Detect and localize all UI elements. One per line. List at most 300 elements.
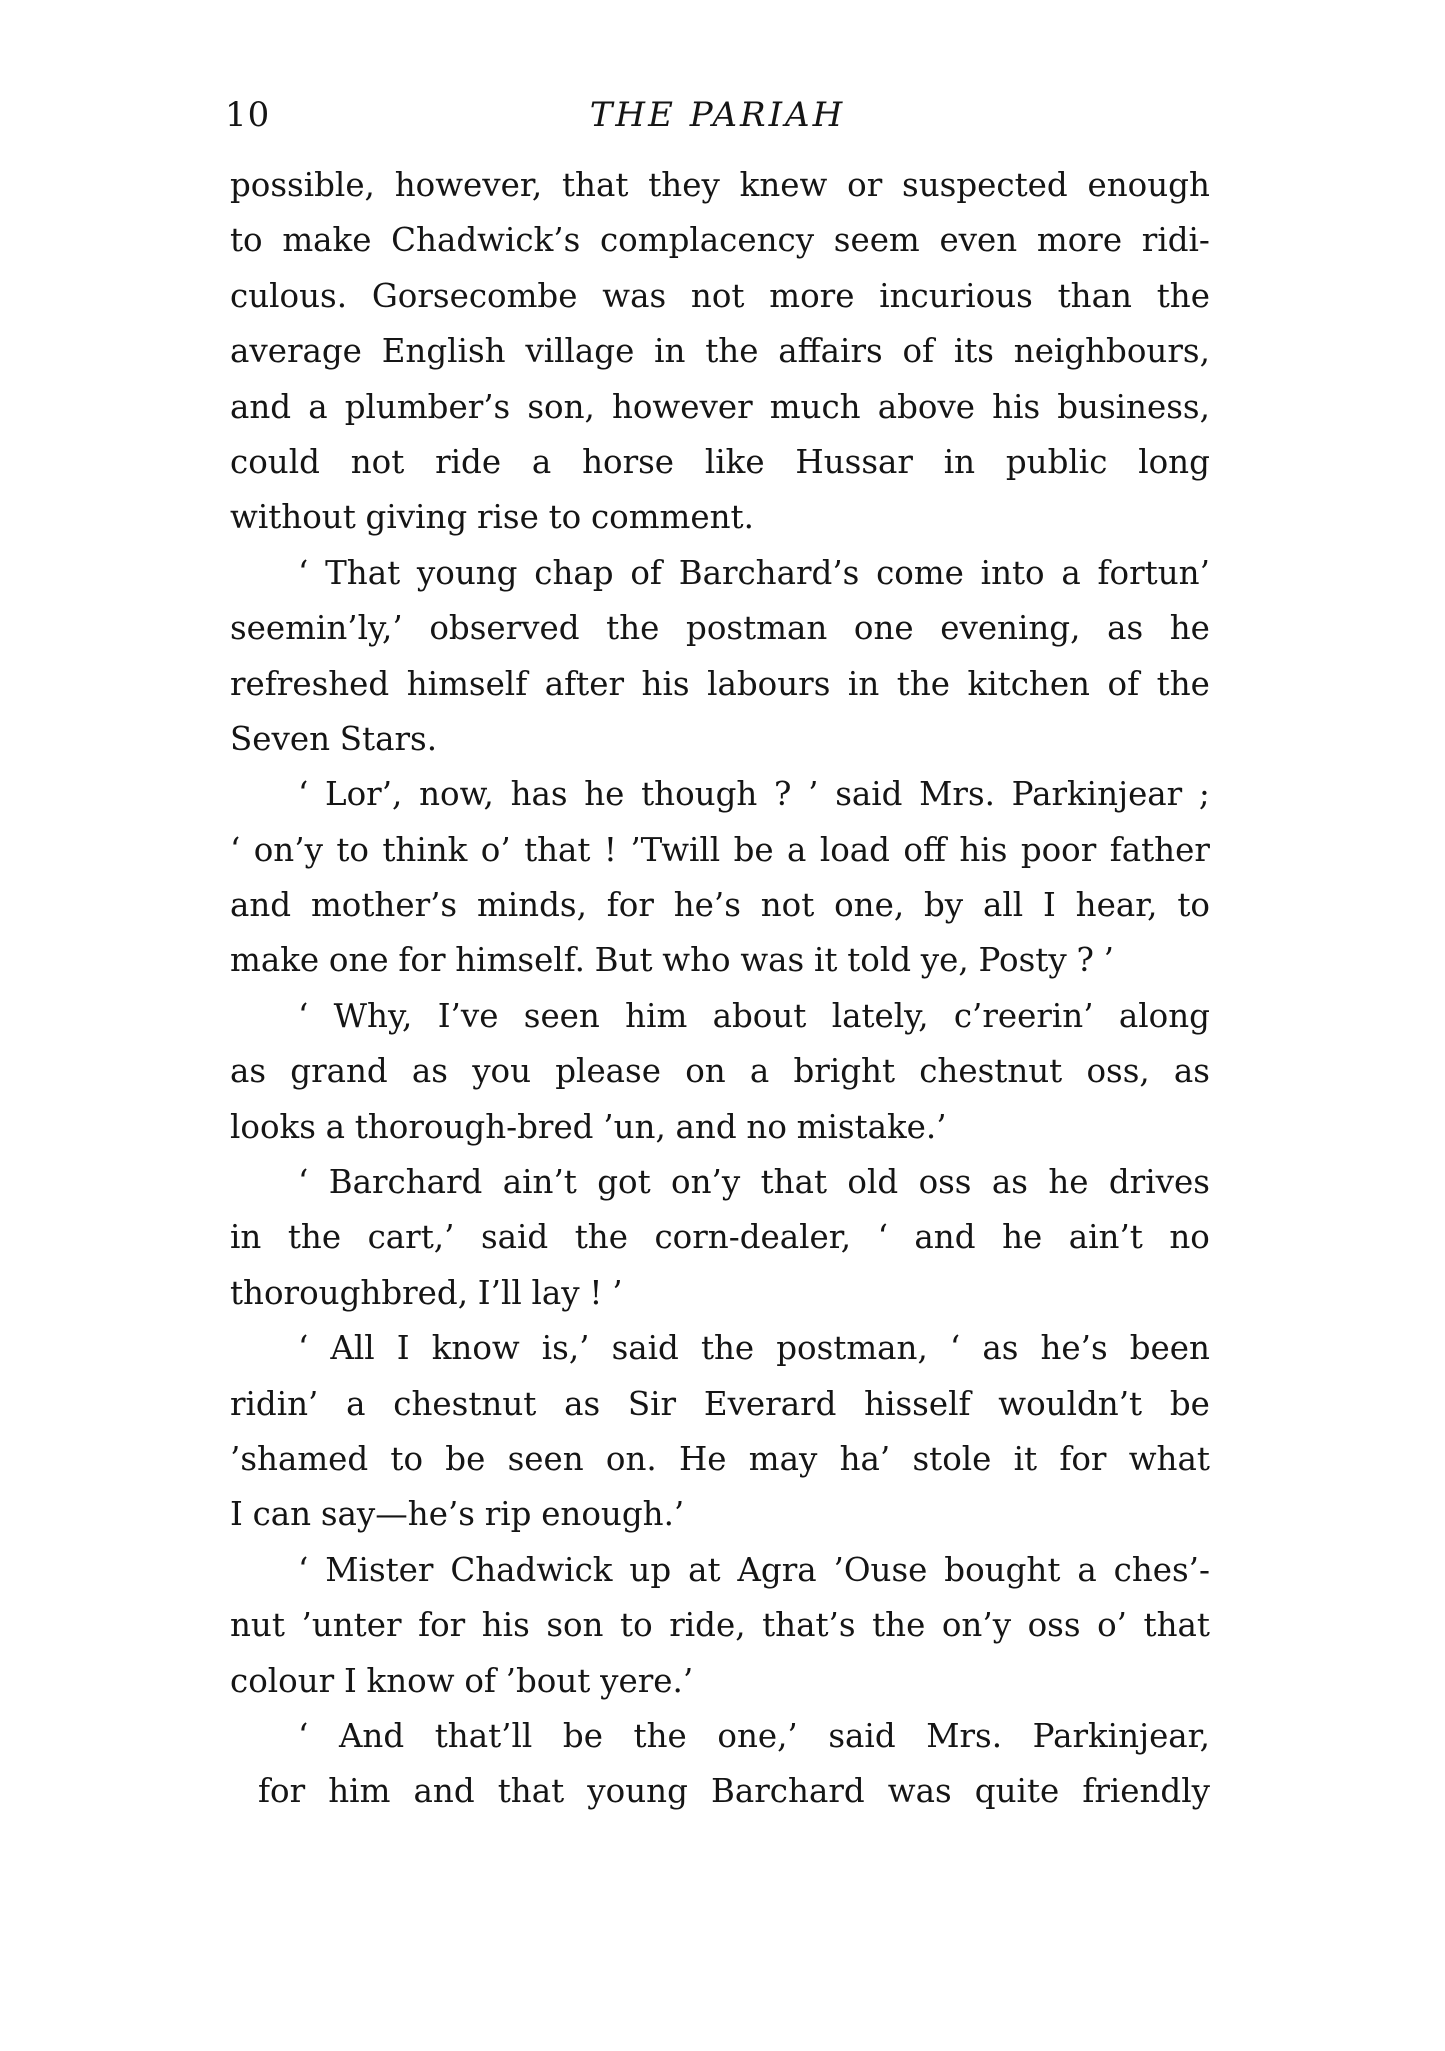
word: minds, — [476, 886, 587, 925]
body-text — [230, 158, 1210, 1820]
word: poor — [1020, 830, 1097, 869]
text-line — [230, 213, 1210, 268]
word: the — [1156, 664, 1210, 703]
word: himself — [406, 664, 528, 703]
word: he — [1002, 1218, 1043, 1257]
word: said — [835, 775, 903, 814]
word: a — [787, 830, 807, 869]
word: as — [564, 1384, 601, 1423]
word: Parkinjear — [1011, 775, 1183, 814]
word: said — [828, 1716, 896, 1755]
word: ‘ — [298, 553, 309, 592]
word: him — [328, 1772, 391, 1811]
word: may — [748, 1439, 818, 1478]
word: in — [230, 1218, 262, 1257]
word: seen — [523, 996, 600, 1035]
word: ’un, — [603, 1107, 666, 1146]
word: I — [396, 1329, 410, 1368]
word: fortun’ — [1097, 553, 1210, 592]
word: is,’ — [541, 1329, 590, 1368]
word: a — [346, 1384, 366, 1423]
word: you — [472, 1052, 532, 1091]
word: evening, — [940, 609, 1081, 648]
word: to — [1177, 886, 1210, 925]
word: seem — [833, 221, 920, 260]
word: ’bout — [505, 1661, 591, 1700]
word: the — [606, 609, 660, 648]
word: He — [678, 1439, 727, 1478]
word: ridin’ — [230, 1384, 319, 1423]
word: please — [555, 1052, 661, 1091]
word: at — [688, 1550, 721, 1589]
word: hear, — [1075, 886, 1158, 925]
word: no — [1169, 1218, 1210, 1257]
word: chestnut — [919, 1052, 1063, 1091]
word: not — [350, 442, 405, 481]
word: that — [497, 1772, 565, 1811]
word: was — [740, 941, 805, 980]
word: they — [648, 166, 720, 204]
word: know — [431, 1329, 520, 1368]
word: wouldn’t — [998, 1384, 1143, 1423]
word: in — [943, 442, 976, 481]
word: in — [654, 332, 686, 371]
word: more — [1036, 221, 1123, 260]
word: can — [252, 1495, 312, 1534]
word: grand — [290, 1052, 388, 1091]
word: affairs — [778, 332, 883, 371]
word: ye, — [920, 941, 969, 980]
word: I’ve — [437, 996, 499, 1035]
word: of — [902, 332, 935, 371]
word: however — [611, 387, 753, 426]
word: after — [544, 664, 625, 703]
word: Parkinjear, — [1032, 1716, 1210, 1755]
word: in — [847, 664, 880, 703]
word: about — [712, 996, 807, 1035]
word: on’y — [253, 830, 323, 869]
word: ’shamed — [230, 1439, 369, 1478]
word: bright — [793, 1052, 896, 1091]
word: that — [524, 830, 591, 869]
word: his — [641, 664, 690, 703]
word: giving — [365, 498, 468, 537]
word: enough — [1087, 166, 1210, 204]
word: of — [464, 1661, 496, 1700]
word: thoroughbred, — [230, 1273, 469, 1312]
word: That — [325, 553, 401, 592]
text-line — [230, 1266, 1210, 1321]
word: Posty — [978, 941, 1067, 980]
word: could — [230, 442, 320, 481]
word: mother’s — [310, 886, 458, 925]
word: chestnut — [393, 1384, 537, 1423]
word: a — [1077, 1550, 1097, 1589]
word: labours — [707, 664, 831, 703]
word: long — [1138, 442, 1210, 481]
text-line — [230, 767, 1210, 822]
word: But — [594, 941, 653, 980]
word: the — [872, 1606, 926, 1645]
word: on — [685, 1052, 726, 1091]
word: o’ — [480, 830, 511, 869]
word: what — [1128, 1439, 1210, 1478]
word: All — [330, 1329, 375, 1368]
word: a — [325, 1107, 346, 1146]
word: ches’- — [1113, 1550, 1210, 1589]
text-line — [230, 435, 1210, 490]
word: be — [562, 1716, 603, 1755]
text-line — [230, 823, 1210, 878]
word: ’Twill — [630, 830, 721, 869]
word: him — [625, 996, 688, 1035]
word: to — [390, 1439, 424, 1478]
word: ride — [435, 442, 502, 481]
word: it — [1013, 1439, 1038, 1478]
word: his — [959, 830, 1008, 869]
word: drives — [1108, 1163, 1210, 1202]
word: chap — [534, 553, 614, 592]
word: said — [611, 1329, 679, 1368]
word: ‘ — [230, 830, 241, 869]
text-line — [230, 712, 1210, 767]
running-title: THE PARIAH — [589, 95, 846, 135]
word: I’ll — [477, 1273, 522, 1312]
word: ain’t — [1068, 1218, 1143, 1257]
page-number: 10 — [225, 95, 271, 135]
word: average — [230, 332, 362, 371]
word: ? — [1076, 941, 1094, 980]
text-line — [230, 1155, 1210, 1210]
text-line — [230, 1377, 1210, 1432]
text-line — [230, 1543, 1210, 1598]
word: corn-dealer, — [654, 1218, 852, 1257]
word: even — [939, 221, 1018, 260]
word: postman, — [776, 1329, 928, 1368]
word: Mister — [325, 1550, 434, 1589]
text-line — [230, 1764, 1210, 1819]
word: it — [813, 941, 838, 980]
word: Chadwick — [450, 1550, 613, 1589]
word: rip — [484, 1495, 532, 1534]
text-line — [230, 1321, 1210, 1376]
word: public — [1005, 442, 1108, 481]
word: be — [1169, 1384, 1210, 1423]
word: than — [1057, 276, 1132, 315]
word: seen — [507, 1439, 584, 1478]
word: has — [510, 775, 568, 814]
word: ride, — [669, 1606, 746, 1645]
word: along — [1118, 996, 1210, 1035]
word: the — [896, 664, 951, 703]
word: seemin’ly,’ — [230, 609, 403, 648]
word: into — [980, 553, 1045, 592]
word: as — [230, 1052, 267, 1091]
word: oss, — [1086, 1052, 1150, 1091]
word: as — [411, 1052, 448, 1091]
word: hisself — [864, 1384, 971, 1423]
text-line — [230, 490, 1210, 545]
word: on’y — [671, 1163, 741, 1202]
word: no — [746, 1107, 787, 1146]
word: like — [704, 442, 765, 481]
word: ’unter — [301, 1606, 402, 1645]
word: refreshed — [230, 664, 390, 703]
word: its — [953, 332, 994, 371]
word: knew — [739, 166, 828, 204]
word: young — [416, 553, 518, 592]
word: ‘ — [298, 996, 309, 1035]
text-line — [230, 601, 1210, 656]
word: come — [876, 553, 964, 592]
word: plumber’s — [344, 387, 511, 426]
word: the — [574, 1218, 628, 1257]
word: of — [1107, 664, 1140, 703]
word: for — [606, 886, 654, 925]
text-line — [230, 158, 1210, 213]
text-line — [230, 1432, 1210, 1487]
word: load — [819, 830, 890, 869]
word: ‘ — [949, 1329, 961, 1368]
word: make — [230, 941, 320, 980]
word: who — [662, 941, 731, 980]
word: village — [525, 332, 635, 371]
word: for — [258, 1772, 306, 1811]
word: he — [1169, 609, 1210, 648]
word: lately, — [831, 996, 929, 1035]
word: culous. — [230, 276, 348, 315]
word: think — [382, 830, 468, 869]
word: all — [983, 886, 1024, 925]
word: and — [230, 886, 292, 925]
word: ain’t — [502, 1163, 577, 1202]
word: be — [733, 830, 774, 869]
word: above — [877, 387, 976, 426]
word: thorough-bred — [354, 1107, 594, 1146]
word: to — [620, 1606, 653, 1645]
word: not — [690, 276, 745, 315]
word: of — [630, 553, 662, 592]
word: know — [366, 1661, 455, 1700]
word: ‘ — [298, 1163, 309, 1202]
word: by — [924, 886, 964, 925]
word: ‘ — [298, 775, 309, 814]
word: ha’ — [839, 1439, 891, 1478]
word: possible, — [230, 166, 375, 204]
word: to — [548, 498, 582, 537]
word: his — [992, 387, 1041, 426]
word: comment. — [590, 498, 754, 537]
word: one — [853, 609, 914, 648]
word: Agra — [737, 1550, 817, 1589]
word: incurious — [879, 276, 1033, 315]
text-line — [230, 269, 1210, 324]
word: on’y — [941, 1606, 1012, 1645]
word: one,’ — [717, 1716, 798, 1755]
running-head — [225, 92, 1210, 142]
word: son, — [527, 387, 595, 426]
word: though — [641, 775, 758, 814]
word: father — [1109, 830, 1210, 869]
word: he’s — [1040, 1329, 1108, 1368]
word: the — [633, 1716, 687, 1755]
text-line — [230, 1654, 1210, 1709]
word: ’Ouse — [833, 1550, 928, 1589]
word: oss — [918, 1163, 972, 1202]
word: however, — [394, 166, 543, 204]
word: to — [230, 221, 263, 260]
word: Why, — [333, 996, 413, 1035]
word: young — [587, 1772, 688, 1811]
word: ’ — [612, 1273, 623, 1312]
word: oss — [1027, 1606, 1081, 1645]
word: for — [418, 1606, 466, 1645]
word: on. — [605, 1439, 657, 1478]
word: cart,’ — [367, 1218, 455, 1257]
word: up — [629, 1550, 672, 1589]
word: himself. — [455, 941, 585, 980]
text-line — [230, 989, 1210, 1044]
word: the — [700, 1329, 755, 1368]
word: ’ — [1103, 941, 1114, 980]
word: business, — [1057, 387, 1210, 426]
word: ‘ — [877, 1218, 888, 1257]
word: he — [584, 775, 625, 814]
word: the — [705, 332, 759, 371]
word: Gorsecombe — [371, 276, 578, 315]
word: Barchard — [328, 1163, 483, 1202]
word: complacency — [599, 221, 815, 260]
text-line — [230, 380, 1210, 435]
word: he’s — [673, 886, 741, 925]
word: English — [381, 332, 506, 371]
word: as — [1107, 609, 1144, 648]
text-line — [230, 1210, 1210, 1265]
word: enough.’ — [541, 1495, 685, 1534]
word: to — [336, 830, 369, 869]
word: as — [982, 1329, 1019, 1368]
word: and — [230, 387, 292, 426]
text-line — [230, 933, 1210, 988]
word: a — [308, 387, 328, 426]
word: neighbours, — [1013, 332, 1210, 371]
word: stole — [912, 1439, 992, 1478]
word: Mrs. — [926, 1716, 1003, 1755]
word: told — [847, 941, 912, 980]
word: I — [230, 1495, 243, 1534]
word: one, — [834, 886, 905, 925]
word: he — [1048, 1163, 1089, 1202]
word: colour — [230, 1661, 335, 1700]
word: that — [561, 166, 629, 204]
word: one — [328, 941, 389, 980]
text-line — [230, 1100, 1210, 1155]
text-line — [230, 324, 1210, 379]
word: postman — [686, 609, 828, 648]
word: yere.’ — [600, 1661, 694, 1700]
word: And — [338, 1716, 405, 1755]
text-line — [230, 1709, 1210, 1764]
text-line — [230, 1044, 1210, 1099]
word: as — [991, 1163, 1028, 1202]
text-line — [230, 1487, 1210, 1542]
word: Sir — [627, 1384, 677, 1423]
text-line — [230, 878, 1210, 933]
word: ! — [603, 830, 617, 869]
word: ridi- — [1141, 221, 1210, 260]
word: that — [760, 1163, 828, 1202]
word: old — [847, 1163, 899, 1202]
text-line — [230, 657, 1210, 712]
word: bought — [944, 1550, 1061, 1589]
word: much — [769, 387, 861, 426]
word: a — [749, 1052, 770, 1091]
word: and — [413, 1772, 475, 1811]
word: or — [847, 166, 883, 204]
word: been — [1129, 1329, 1210, 1368]
word: Hussar — [795, 442, 913, 481]
word: looks — [230, 1107, 316, 1146]
word: for — [398, 941, 446, 980]
word: for — [1059, 1439, 1107, 1478]
word: be — [445, 1439, 486, 1478]
word: son — [546, 1606, 604, 1645]
word: Mrs. — [919, 775, 995, 814]
word: ? — [774, 775, 792, 814]
word: kitchen — [967, 664, 1090, 703]
word: ‘ — [298, 1550, 309, 1589]
word: a — [1061, 553, 1081, 592]
word: Seven — [230, 719, 331, 758]
word: his — [481, 1606, 530, 1645]
word: Lor’, — [325, 775, 403, 814]
word: observed — [429, 609, 580, 648]
word: without — [230, 498, 356, 537]
word: rise — [476, 498, 539, 537]
word: ; — [1198, 775, 1210, 814]
word: Everard — [703, 1384, 837, 1423]
word: say—he’s — [320, 1495, 475, 1534]
word: lay — [531, 1273, 580, 1312]
word: a — [531, 442, 552, 481]
text-line — [230, 1598, 1210, 1653]
word: Barchard — [711, 1772, 865, 1811]
word: suspected — [902, 166, 1068, 204]
word: was — [887, 1772, 952, 1811]
word: off — [903, 830, 947, 869]
word: ‘ — [298, 1716, 309, 1755]
word: friendly — [1082, 1772, 1210, 1811]
word: I — [343, 1661, 357, 1700]
word: c’reerin’ — [953, 996, 1094, 1035]
word: the — [287, 1218, 342, 1257]
word: o’ — [1097, 1606, 1127, 1645]
word: ’ — [808, 775, 819, 814]
word: not — [760, 886, 815, 925]
word: Chadwick’s — [391, 221, 581, 260]
word: Barchard’s — [678, 553, 860, 592]
word: that’ll — [434, 1716, 533, 1755]
word: said — [480, 1218, 549, 1257]
word: was — [602, 276, 667, 315]
word: that — [1143, 1606, 1210, 1645]
word: more — [769, 276, 855, 315]
word: horse — [582, 442, 675, 481]
word: now, — [419, 775, 494, 814]
word: the — [1156, 276, 1210, 315]
word: nut — [230, 1606, 285, 1645]
word: Stars. — [339, 719, 438, 758]
